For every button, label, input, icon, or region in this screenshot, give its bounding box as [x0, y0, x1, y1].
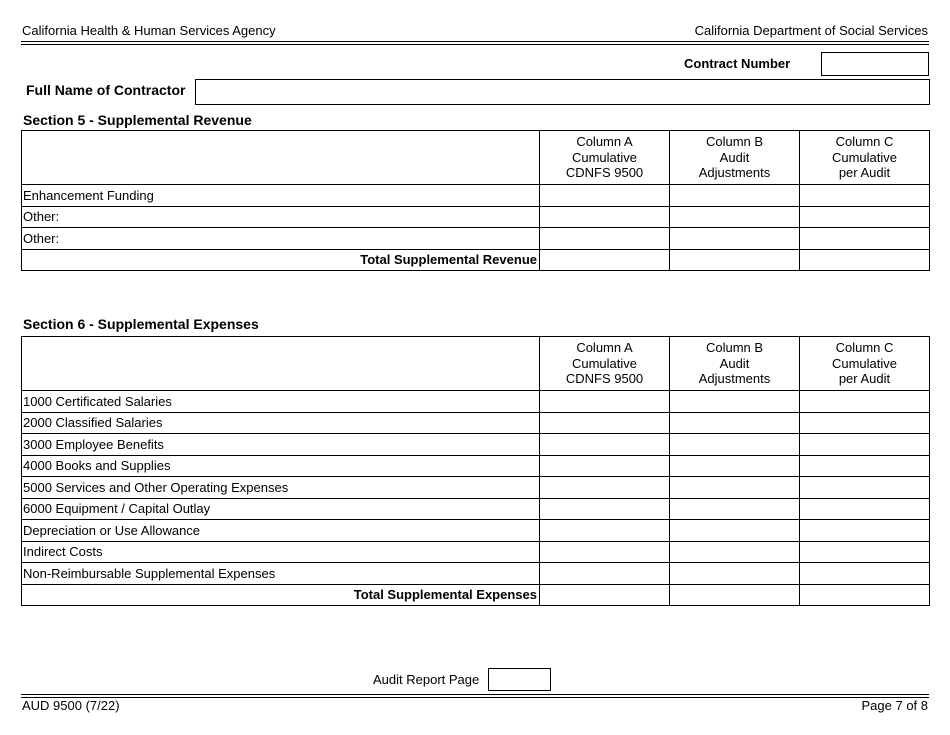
amount-cell[interactable] [670, 541, 800, 563]
amount-cell[interactable] [800, 455, 930, 477]
total-row [22, 584, 930, 606]
column-header [540, 131, 670, 185]
total-amount-cell[interactable] [670, 584, 800, 606]
amount-cell[interactable] [800, 228, 930, 250]
row-label: Other: [22, 206, 540, 228]
header-rule-thin [21, 44, 929, 45]
table-row [22, 228, 930, 250]
footer-page-number: Page 7 of 8 [861, 698, 928, 713]
amount-cell[interactable] [670, 391, 800, 413]
total-amount-cell[interactable] [670, 249, 800, 271]
column-header-line: Column A [576, 340, 633, 356]
amount-cell[interactable] [540, 455, 670, 477]
row-label: Indirect Costs [22, 541, 540, 563]
column-header-line: per Audit [838, 165, 891, 181]
column-header [540, 337, 670, 391]
column-header [670, 131, 800, 185]
section5-table [21, 130, 930, 271]
table-row [22, 520, 930, 542]
table-row [22, 563, 930, 585]
column-header-line: Adjustments [698, 371, 771, 387]
amount-cell[interactable] [540, 228, 670, 250]
column-header-line: Cumulative [831, 149, 898, 165]
amount-cell[interactable] [670, 434, 800, 456]
column-header-line: CDNFS 9500 [565, 165, 644, 181]
table-row [22, 498, 930, 520]
row-label: 6000 Equipment / Capital Outlay [22, 498, 540, 520]
total-amount-cell[interactable] [800, 249, 930, 271]
table-row [22, 541, 930, 563]
table-row [22, 477, 930, 499]
amount-cell[interactable] [540, 206, 670, 228]
column-header-line: Column B [705, 134, 764, 150]
amount-cell[interactable] [540, 498, 670, 520]
amount-cell[interactable] [800, 520, 930, 542]
total-label: Total Supplemental Revenue [22, 249, 540, 271]
amount-cell[interactable] [670, 185, 800, 207]
column-header [670, 337, 800, 391]
table-row [22, 412, 930, 434]
amount-cell[interactable] [540, 434, 670, 456]
amount-cell[interactable] [800, 563, 930, 585]
amount-cell[interactable] [540, 391, 670, 413]
amount-cell[interactable] [670, 563, 800, 585]
column-header-line: per Audit [838, 371, 891, 387]
row-label: 1000 Certificated Salaries [22, 391, 540, 413]
amount-cell[interactable] [670, 228, 800, 250]
row-label: Non-Reimbursable Supplemental Expenses [22, 563, 540, 585]
table-row [22, 391, 930, 413]
amount-cell[interactable] [800, 391, 930, 413]
amount-cell[interactable] [800, 498, 930, 520]
row-label: 3000 Employee Benefits [22, 434, 540, 456]
column-header-line: Cumulative [831, 355, 898, 371]
audit-report-page-field[interactable] [488, 668, 551, 691]
section6-table [21, 336, 930, 606]
amount-cell[interactable] [540, 563, 670, 585]
header-agency-left: California Health & Human Services Agency [22, 23, 276, 38]
amount-cell[interactable] [670, 520, 800, 542]
audit-report-page-label: Audit Report Page [373, 672, 480, 687]
column-header-line: Column C [835, 340, 894, 356]
section6-title: Section 6 - Supplemental Expenses [23, 316, 259, 332]
amount-cell[interactable] [800, 412, 930, 434]
section5-title: Section 5 - Supplemental Revenue [23, 112, 252, 128]
footer-form-id: AUD 9500 (7/22) [22, 698, 120, 713]
amount-cell[interactable] [800, 477, 930, 499]
column-header-line: CDNFS 9500 [565, 371, 644, 387]
header-blank-cell [22, 131, 540, 185]
contract-number-field[interactable] [821, 52, 929, 76]
amount-cell[interactable] [800, 185, 930, 207]
total-amount-cell[interactable] [540, 584, 670, 606]
contract-number-label: Contract Number [684, 56, 791, 71]
column-header-line: Audit [719, 355, 750, 371]
total-amount-cell[interactable] [800, 584, 930, 606]
total-row [22, 249, 930, 271]
column-header-line: Column B [705, 340, 764, 356]
table-row [22, 185, 930, 207]
header-rule [21, 41, 929, 42]
column-header-line: Adjustments [698, 165, 771, 181]
total-amount-cell[interactable] [540, 249, 670, 271]
row-label: Enhancement Funding [22, 185, 540, 207]
row-label: 5000 Services and Other Operating Expenses [22, 477, 540, 499]
table-row [22, 434, 930, 456]
amount-cell[interactable] [670, 477, 800, 499]
total-label: Total Supplemental Expenses [22, 584, 540, 606]
column-header [800, 337, 930, 391]
column-header-line: Audit [719, 149, 750, 165]
amount-cell[interactable] [540, 520, 670, 542]
amount-cell[interactable] [670, 498, 800, 520]
contractor-name-field[interactable] [195, 79, 930, 105]
header-blank-cell [22, 337, 540, 391]
column-header-line: Column A [576, 134, 633, 150]
column-header [800, 131, 930, 185]
amount-cell[interactable] [540, 477, 670, 499]
contractor-name-label: Full Name of Contractor [26, 82, 186, 98]
footer-rule [21, 697, 929, 698]
row-label: Depreciation or Use Allowance [22, 520, 540, 542]
column-header-line: Cumulative [571, 149, 638, 165]
amount-cell[interactable] [670, 455, 800, 477]
table-row [22, 455, 930, 477]
row-label: 4000 Books and Supplies [22, 455, 540, 477]
amount-cell[interactable] [670, 206, 800, 228]
table-row [22, 206, 930, 228]
column-header-line: Cumulative [571, 355, 638, 371]
amount-cell[interactable] [670, 412, 800, 434]
amount-cell[interactable] [540, 541, 670, 563]
amount-cell[interactable] [800, 206, 930, 228]
header-agency-right: California Department of Social Services [694, 23, 928, 38]
amount-cell[interactable] [800, 434, 930, 456]
row-label: 2000 Classified Salaries [22, 412, 540, 434]
amount-cell[interactable] [540, 412, 670, 434]
row-label: Other: [22, 228, 540, 250]
amount-cell[interactable] [800, 541, 930, 563]
column-header-line: Column C [835, 134, 894, 150]
footer-rule-thin [21, 694, 929, 695]
amount-cell[interactable] [540, 185, 670, 207]
